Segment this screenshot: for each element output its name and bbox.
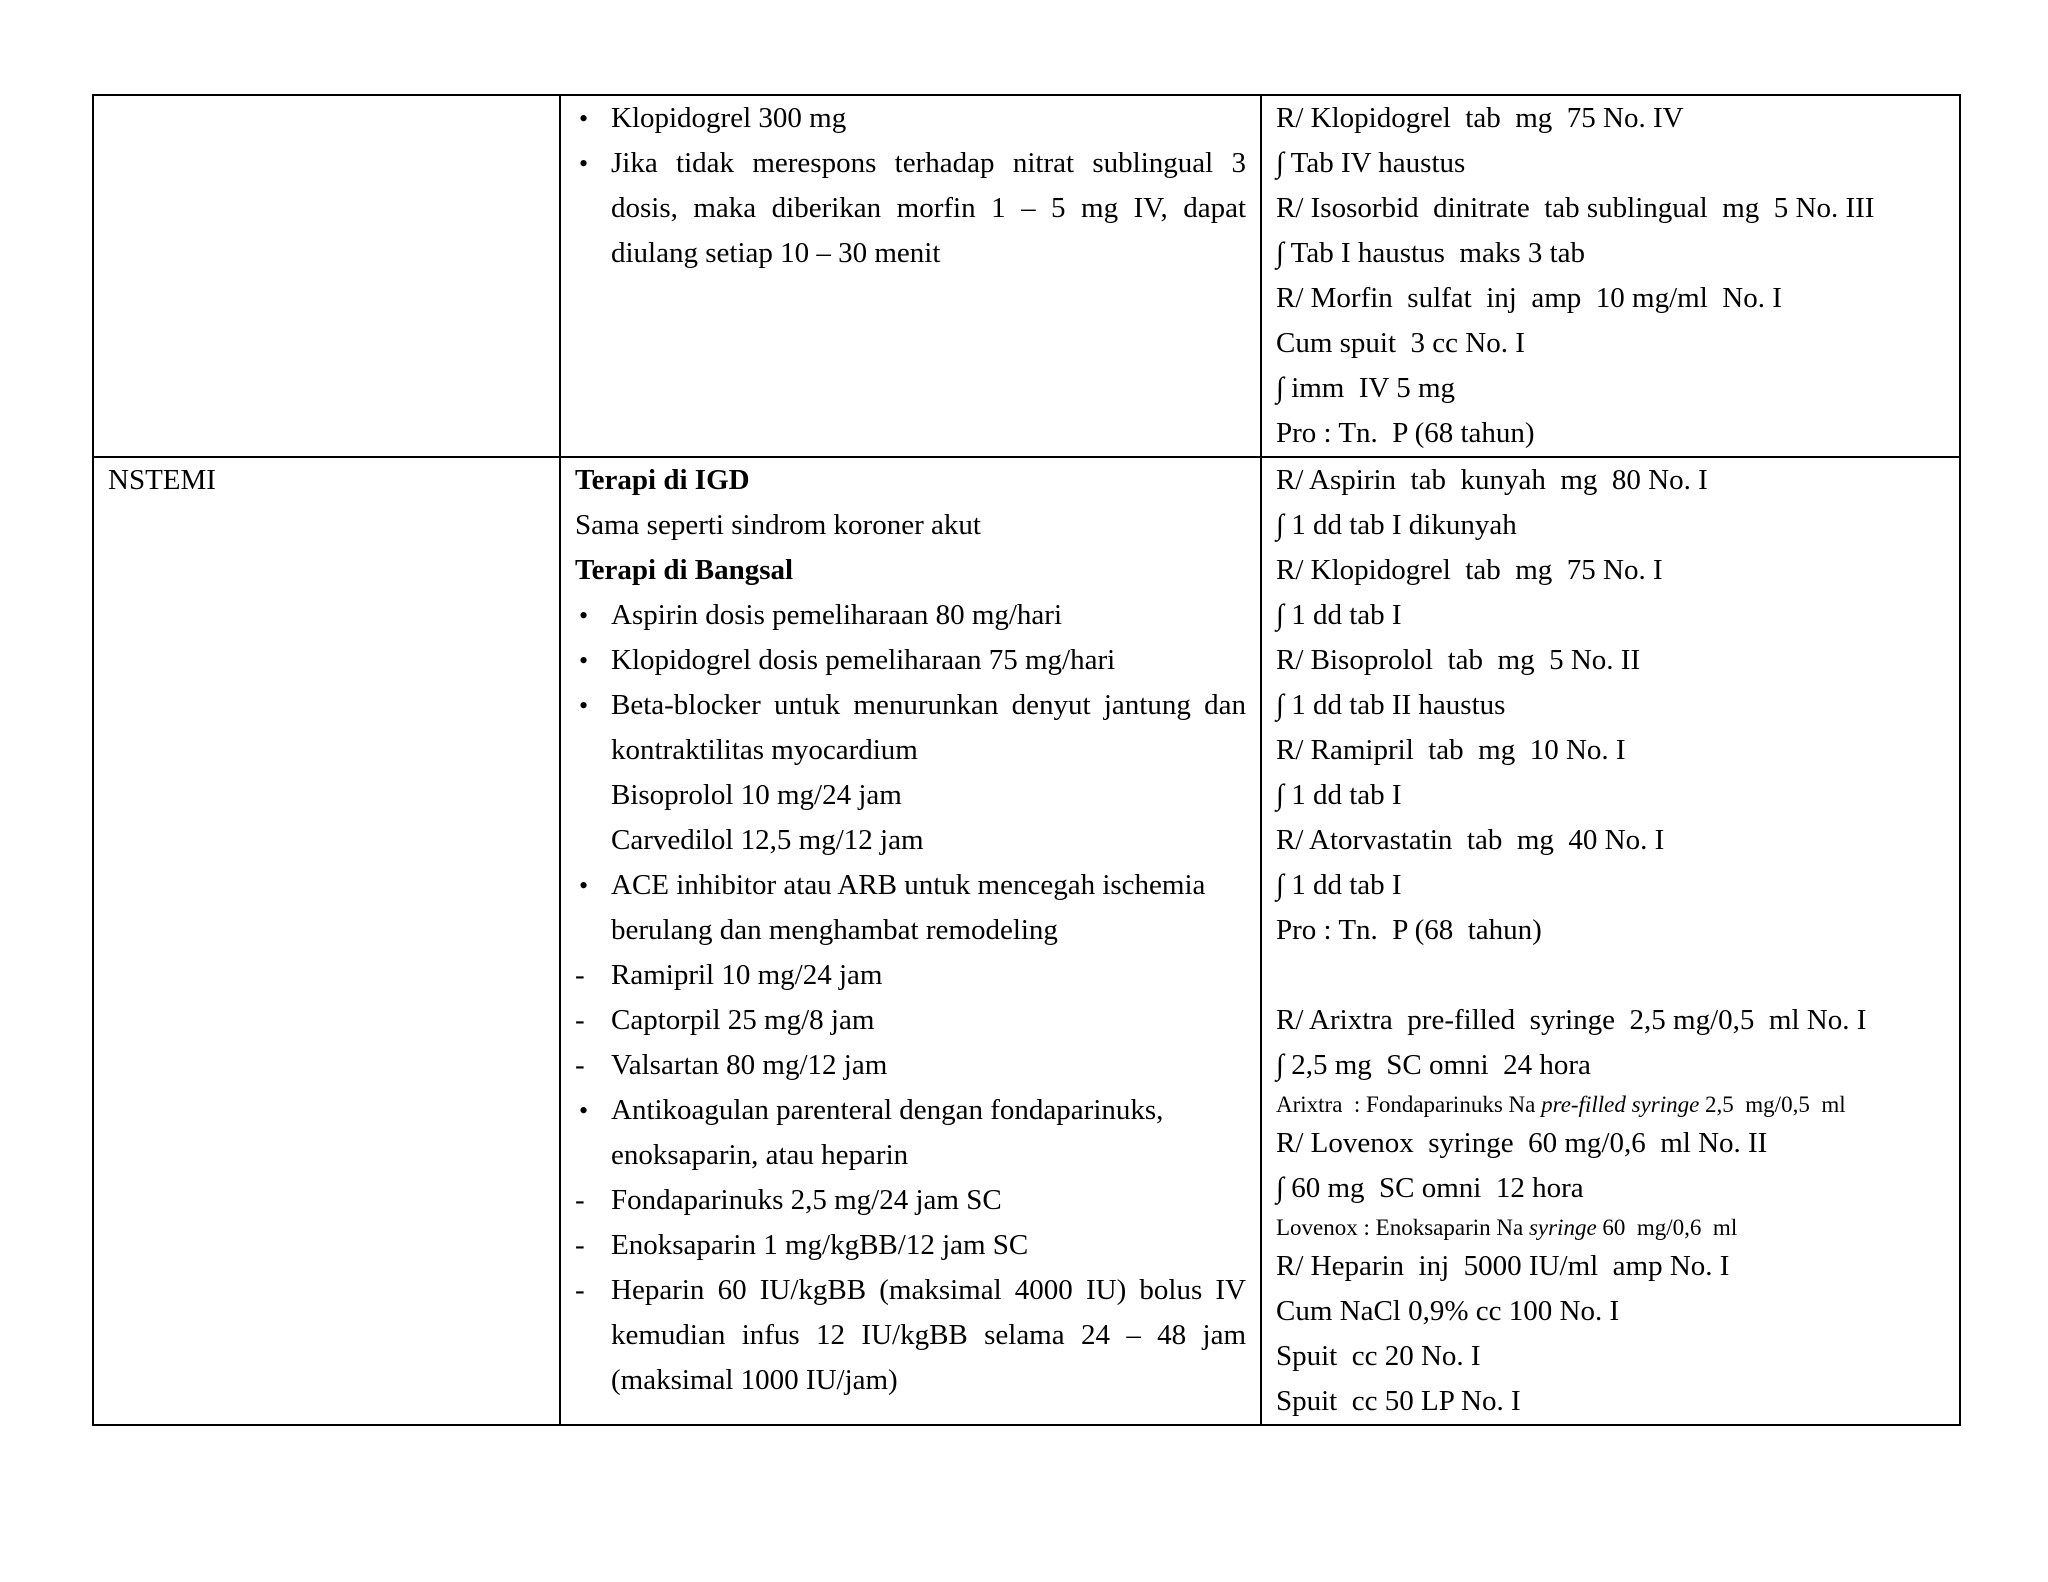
prescription-line: R/ Lovenox syringe 60 mg/0,6 ml No. II	[1276, 1127, 1768, 1159]
table-row	[93, 457, 1960, 1425]
prescription-line: R/ Klopidogrel tab mg 75 No. IV	[1276, 102, 1684, 134]
dash-item: - Captorpil 25 mg/8 jam	[575, 998, 1246, 1043]
list-item	[575, 683, 1246, 863]
drug-note-text: 60 mg/0,6 ml	[1596, 1215, 1738, 1240]
prescription-line: R/ Atorvastatin tab mg 40 No. I	[1276, 824, 1665, 856]
prescription-line: ∫ 1 dd tab II haustus	[1276, 689, 1506, 721]
section-heading: Terapi di IGD	[575, 464, 750, 496]
therapy-table	[92, 94, 1961, 1426]
drug-note-text: Lovenox : Enoksaparin Na	[1276, 1215, 1529, 1240]
prescription-line: Spuit cc 20 No. I	[1276, 1340, 1481, 1372]
therapy-cell	[560, 457, 1261, 1425]
prescription-line: ∫ 2,5 mg SC omni 24 hora	[1276, 1049, 1591, 1081]
drug-note	[1276, 1211, 1945, 1244]
diagnosis-label: NSTEMI	[108, 464, 216, 496]
prescription-line: R/ Arixtra pre-filled syringe 2,5 mg/0,5 ml No. I	[1276, 1004, 1867, 1036]
prescription-line: R/ Aspirin tab kunyah mg 80 No. I	[1276, 464, 1708, 496]
drug-note-italic: syringe	[1528, 1215, 1597, 1240]
prescription-line: ∫ 1 dd tab I	[1276, 599, 1402, 631]
spacer	[1276, 953, 1945, 998]
drug-note-text: 2,5 mg/0,5 ml	[1699, 1092, 1846, 1117]
prescription-line: ∫ imm IV 5 mg	[1276, 372, 1455, 404]
prescription-cell	[1261, 457, 1960, 1425]
list-item	[575, 638, 1246, 683]
prescription-line: R/ Klopidogrel tab mg 75 No. I	[1276, 554, 1663, 586]
list-item-text: Klopidogrel dosis pemeliharaan 75 mg/hari	[611, 644, 1116, 676]
drug-note	[1276, 1088, 1945, 1121]
list-item	[575, 1088, 1246, 1403]
prescription-line: Pro : Tn. P (68 tahun)	[1276, 914, 1542, 946]
prescription-cell	[1261, 95, 1960, 457]
section-heading: Terapi di Bangsal	[575, 554, 794, 586]
prescription-line: Cum spuit 3 cc No. I	[1276, 327, 1525, 359]
prescription-line: Cum NaCl 0,9% cc 100 No. I	[1276, 1295, 1620, 1327]
prescription-line: Pro : Tn. P (68 tahun)	[1276, 417, 1535, 449]
list-item	[575, 863, 1246, 1088]
dash-item: - Enoksaparin 1 mg/kgBB/12 jam SC	[575, 1223, 1246, 1268]
section-text: Sama seperti sindrom koroner akut	[575, 509, 981, 541]
prescription-line: R/ Isosorbid dinitrate tab sublingual mg 5 No. III	[1276, 192, 1875, 224]
drug-note-text: Arixtra : Fondaparinuks Na	[1276, 1092, 1542, 1117]
drug-dose: Bisoprolol 10 mg/24 jam	[611, 779, 902, 811]
table-row	[93, 95, 1960, 457]
dash-item: - Fondaparinuks 2,5 mg/24 jam SC	[575, 1178, 1246, 1223]
dash-list	[575, 1178, 1246, 1403]
diagnosis-cell	[93, 457, 560, 1425]
therapy-bullet-list	[575, 593, 1246, 1403]
therapy-bullet-list	[575, 96, 1246, 276]
list-item-text: • Antikoagulan parenteral dengan fondaparinuks, enoksaparin, atau heparin	[611, 1094, 1164, 1171]
dash-list	[575, 953, 1246, 1088]
prescription-line: ∫ 1 dd tab I dikunyah	[1276, 509, 1517, 541]
prescription-line: R/ Ramipril tab mg 10 No. I	[1276, 734, 1626, 766]
dash-item: - Valsartan 80 mg/12 jam	[575, 1043, 1246, 1088]
list-item-text: Aspirin dosis pemeliharaan 80 mg/hari	[611, 599, 1063, 631]
list-item-text: • ACE inhibitor atau ARB untuk mencegah ischemia berulang dan menghambat remodeling	[611, 869, 1206, 946]
drug-note-italic: pre-filled syringe	[1541, 1092, 1700, 1117]
diagnosis-cell	[93, 95, 560, 457]
prescription-line: ∫ 60 mg SC omni 12 hora	[1276, 1172, 1584, 1204]
dash-item: - Heparin 60 IU/kgBB (maksimal 4000 IU) bolus IV kemudian infus 12 IU/kgBB selama 24 – 48 jam (maksimal 1000 IU/jam)	[575, 1268, 1246, 1403]
prescription-line: ∫ Tab I haustus maks 3 tab	[1276, 237, 1586, 269]
dash-item: - Ramipril 10 mg/24 jam	[575, 953, 1246, 998]
list-item: • Jika tidak merespons terhadap nitrat sublingual 3 dosis, maka diberikan morfin 1 – 5 mg IV, dapat diulang setiap 10 – 30 menit	[575, 141, 1246, 276]
prescription-line: R/ Bisoprolol tab mg 5 No. II	[1276, 644, 1641, 676]
list-item-text: • Beta-blocker untuk menurunkan denyut jantung dan kontraktilitas myocardium	[611, 689, 1246, 766]
prescription-line: ∫ Tab IV haustus	[1276, 147, 1466, 179]
prescription-line: R/ Morfin sulfat inj amp 10 mg/ml No. I	[1276, 282, 1782, 314]
list-item: • Klopidogrel 300 mg	[575, 96, 1246, 141]
prescription-line: Spuit cc 50 LP No. I	[1276, 1385, 1521, 1417]
prescription-line: ∫ 1 dd tab I	[1276, 779, 1402, 811]
therapy-cell	[560, 95, 1261, 457]
drug-dose: Carvedilol 12,5 mg/12 jam	[611, 824, 924, 856]
list-item	[575, 593, 1246, 638]
prescription-line: R/ Heparin inj 5000 IU/ml amp No. I	[1276, 1250, 1730, 1282]
prescription-line: ∫ 1 dd tab I	[1276, 869, 1402, 901]
